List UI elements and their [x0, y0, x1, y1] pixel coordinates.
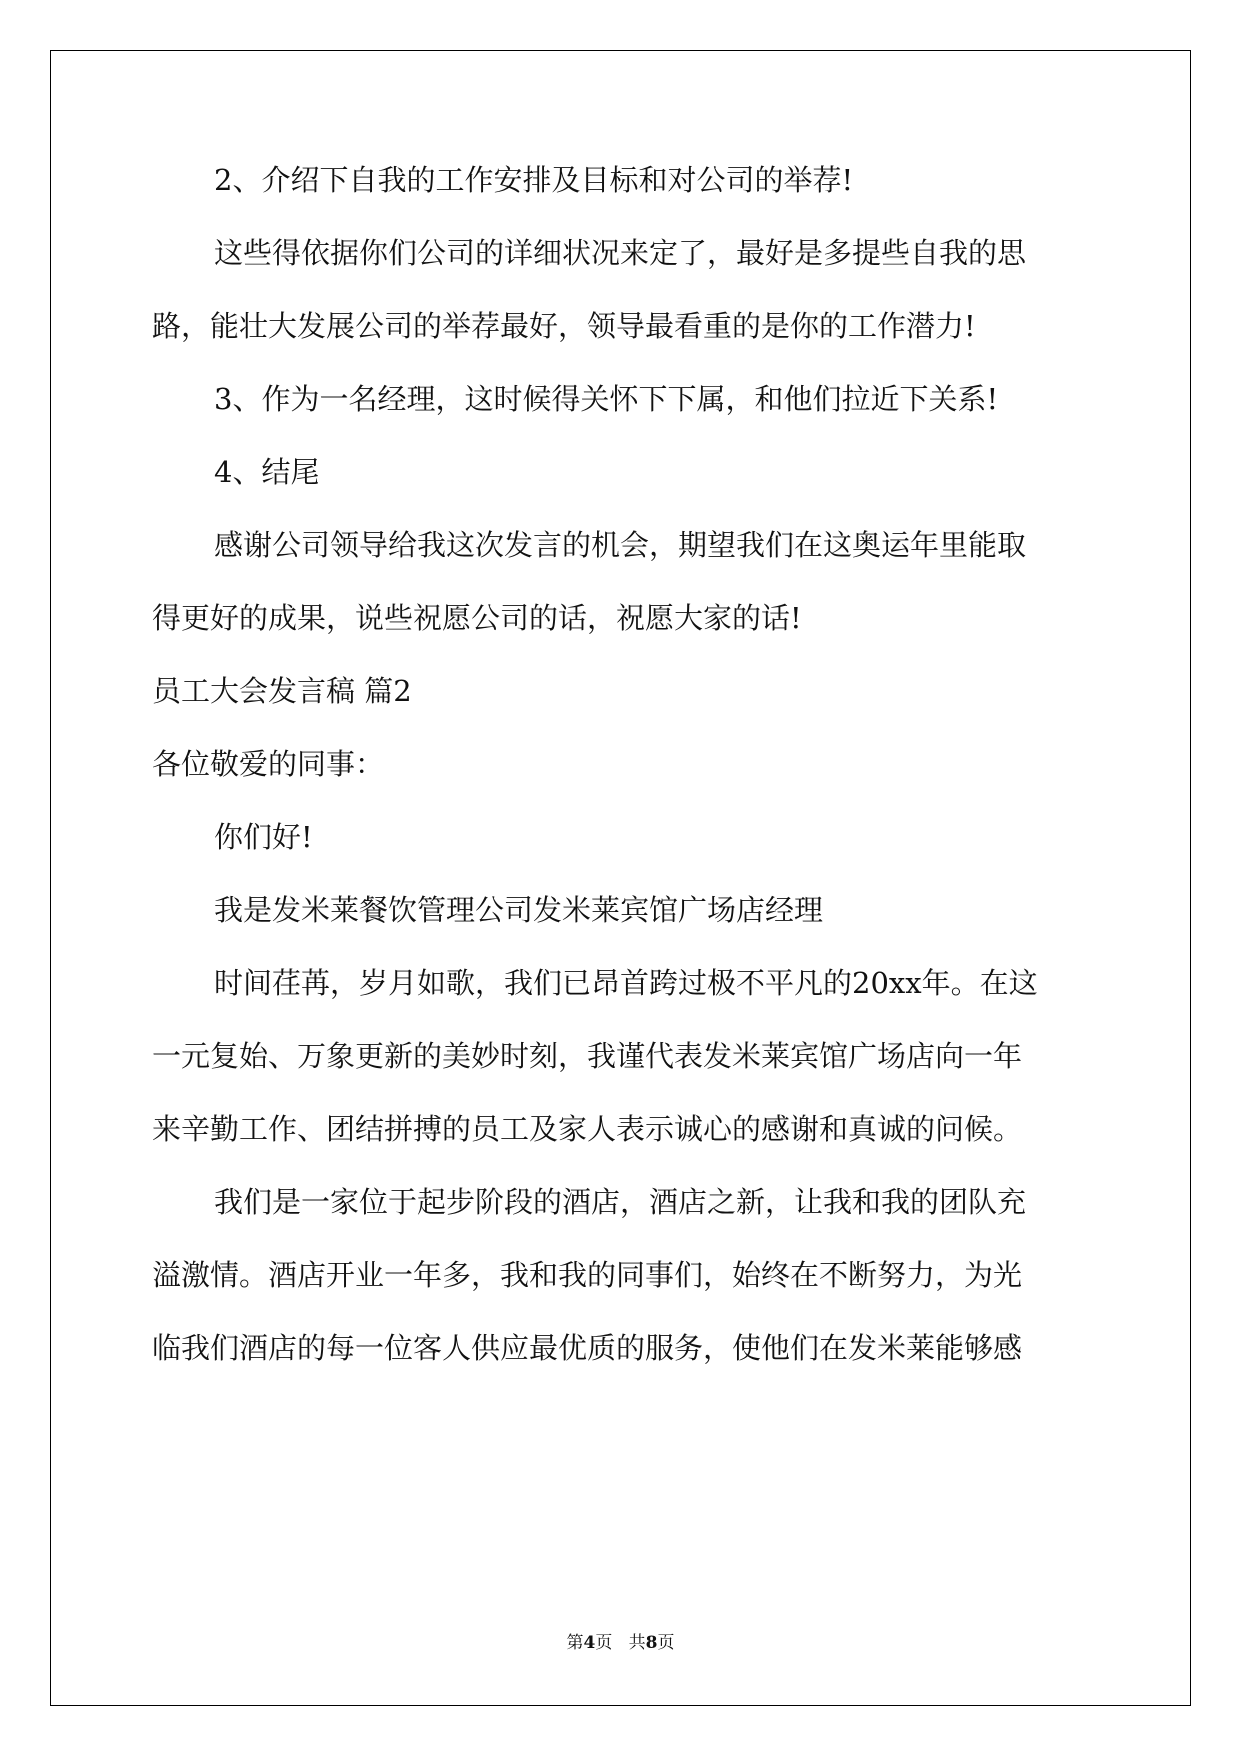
paragraph-line: 2、介绍下自我的工作安排及目标和对公司的举荐! — [214, 163, 854, 197]
paragraph-line: 临我们酒店的每一位客人供应最优质的服务，使他们在发米莱能够感 — [152, 1331, 1023, 1365]
page-border — [50, 50, 1191, 1706]
paragraph-line: 3、作为一名经理，这时候得关怀下下属，和他们拉近下关系! — [214, 382, 999, 416]
paragraph-line: 4、结尾 — [214, 455, 320, 489]
paragraph-line: 时间荏苒，岁月如歌，我们已昂首跨过极不平凡的20xx年。在这 — [214, 966, 1038, 1000]
total-pages-number: 8 — [645, 1633, 658, 1653]
paragraph-line: 一元复始、万象更新的美妙时刻，我谨代表发米莱宾馆广场店向一年 — [152, 1039, 1023, 1073]
paragraph-line: 你们好! — [214, 820, 313, 854]
footer-prefix: 第 — [566, 1633, 584, 1653]
salutation: 各位敬爱的同事： — [152, 747, 385, 781]
footer-page-suffix: 页 — [595, 1633, 613, 1653]
page-footer — [0, 1628, 1241, 1653]
footer-total-prefix: 共 — [628, 1633, 646, 1653]
paragraph-line: 得更好的成果，说些祝愿公司的话，祝愿大家的话! — [152, 601, 802, 635]
paragraph-line: 我是发米莱餐饮管理公司发米莱宾馆广场店经理 — [214, 893, 824, 927]
paragraph-line: 感谢公司领导给我这次发言的机会，期望我们在这奥运年里能取 — [214, 528, 1027, 562]
paragraph-line: 溢激情。酒店开业一年多，我和我的同事们，始终在不断努力，为光 — [152, 1258, 1023, 1292]
paragraph-line: 来辛勤工作、团结拼搏的员工及家人表示诚心的感谢和真诚的问候。 — [152, 1112, 1023, 1146]
section-heading: 员工大会发言稿 篇2 — [152, 674, 412, 708]
paragraph-line: 路，能壮大发展公司的举荐最好，领导最看重的是你的工作潜力! — [152, 309, 976, 343]
current-page-number: 4 — [583, 1633, 596, 1653]
paragraph-line: 这些得依据你们公司的详细状况来定了，最好是多提些自我的思 — [214, 236, 1027, 270]
footer-total-suffix: 页 — [657, 1633, 675, 1653]
paragraph-line: 我们是一家位于起步阶段的酒店，酒店之新，让我和我的团队充 — [214, 1185, 1027, 1219]
